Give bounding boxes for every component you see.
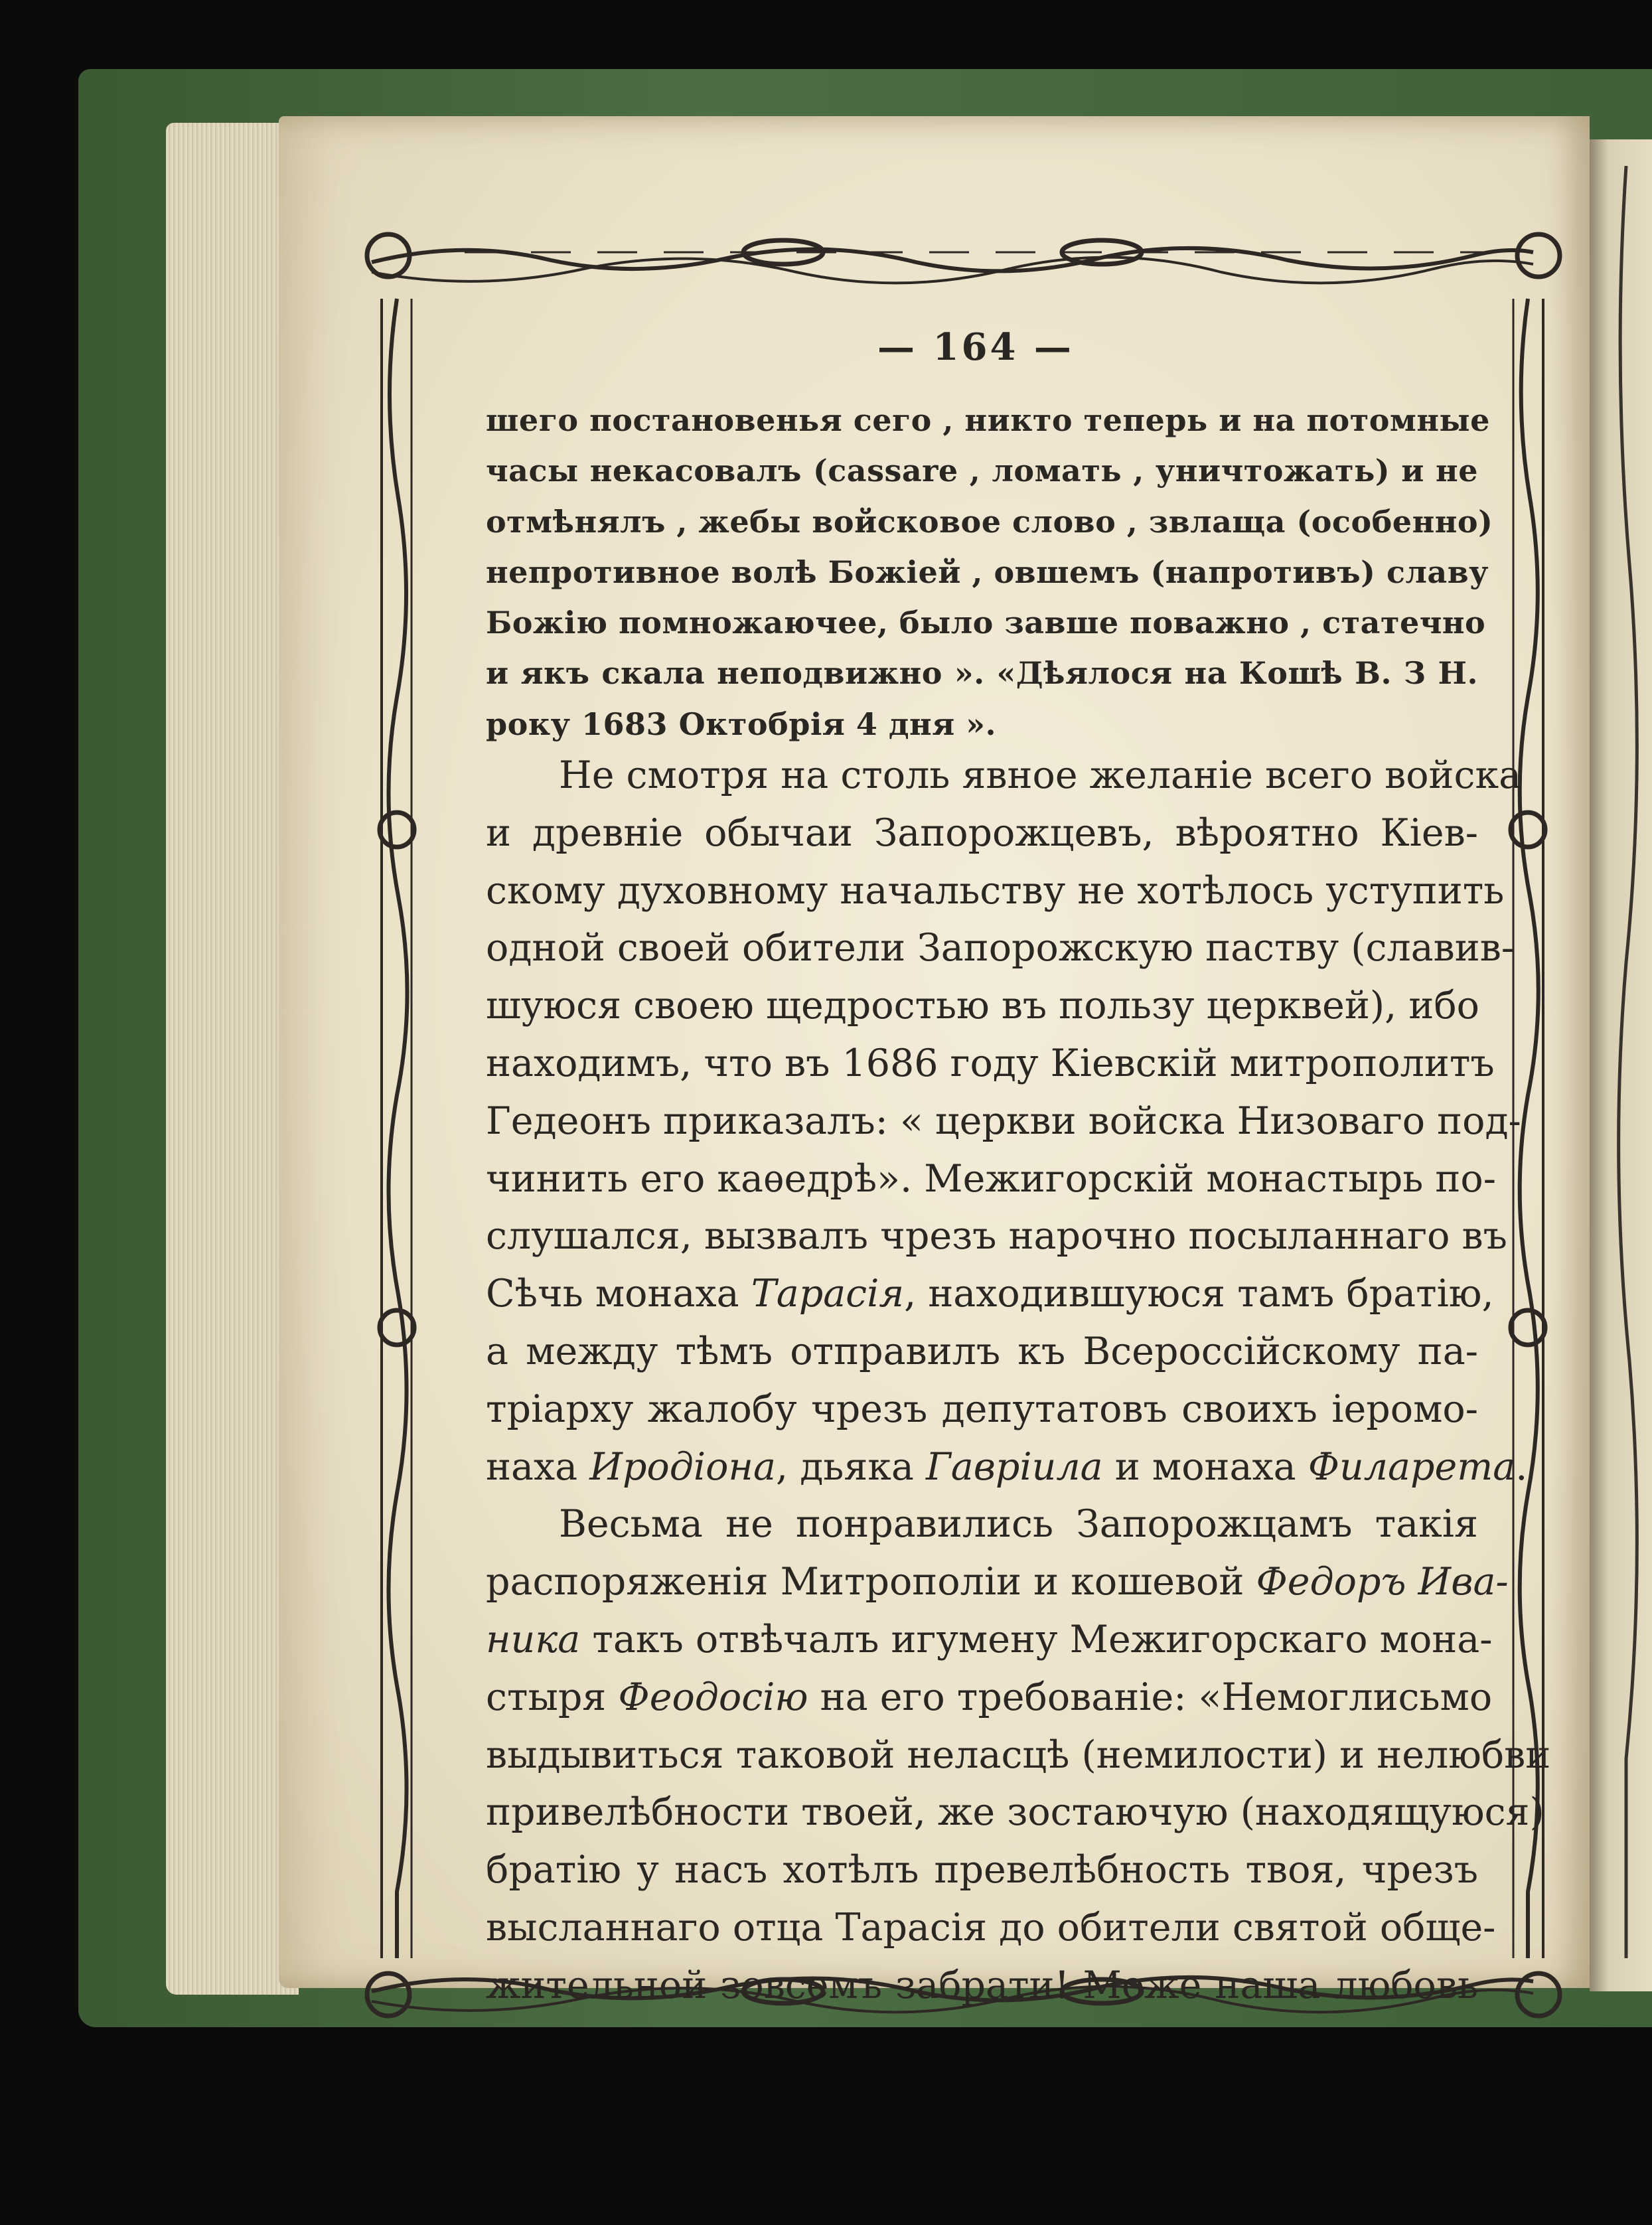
text-run: , дьяка xyxy=(775,1444,927,1489)
name-italic: Филарета xyxy=(1308,1444,1516,1489)
text-line: Весьма не понравились Запорожцамъ такія xyxy=(559,1502,1478,1547)
name-italic: Тарасія xyxy=(751,1272,905,1316)
text-line: скому духовному начальству не хотѣлось уступить xyxy=(486,868,1505,913)
name-italic: Федоръ Ива- xyxy=(1256,1560,1509,1604)
text-line xyxy=(486,1438,1528,1496)
next-page-ornament xyxy=(1600,166,1652,1958)
text-line: отмѣнялъ , жебы войсковое слово , звлаща (особенно) xyxy=(486,503,1493,540)
text-run: . xyxy=(1515,1444,1528,1489)
text-run: распоряженія Митрополіи и кошевой xyxy=(486,1560,1256,1604)
text-line: шуюся своею щедростью въ пользу церквей), ибо xyxy=(486,984,1480,1028)
text-line xyxy=(486,1553,1509,1611)
text-run: наха xyxy=(486,1444,590,1489)
text-line: и якъ скала неподвижно ». «Дѣялося на Кошѣ В. З Н. xyxy=(486,655,1478,692)
text-line: братію у насъ хотѣлъ превелѣбность твоя, чрезъ xyxy=(486,1848,1478,1892)
text-line: высланнаго отца Тарасія до обители святой обще- xyxy=(486,1905,1496,1950)
text-line: слушался, вызвалъ чрезъ нарочно посыланнаго въ xyxy=(486,1214,1507,1259)
text-line xyxy=(486,1669,1493,1726)
text-run: и монаха xyxy=(1102,1444,1308,1489)
body-text xyxy=(486,747,1551,2015)
text-run: такъ отвѣчалъ игумену Межигорскаго мона- xyxy=(580,1617,1493,1661)
name-italic: Гавріила xyxy=(926,1444,1103,1489)
text-line xyxy=(486,1265,1494,1323)
text-line: находимъ, что въ 1686 году Кіевскій митрополитъ xyxy=(486,1041,1495,1085)
text-line: Божію помножаючее, было завше поважно , статечно xyxy=(486,605,1486,641)
text-line: Не смотря на столь явное желаніе всего войска xyxy=(559,753,1522,797)
page-number: — 164 — xyxy=(877,325,1074,369)
text-line: одной своей обители Запорожскую паству (славив- xyxy=(486,926,1515,970)
text-line: часы некасовалъ (cassare , ломать , уничтожать) и не xyxy=(486,453,1478,489)
text-line: и древніе обычаи Запорожцевъ, вѣроятно Кіев- xyxy=(486,810,1478,855)
text-line: тріарху жалобу чрезъ депутатовъ своихъ іеромо- xyxy=(486,1387,1478,1431)
text-line: а между тѣмъ отправилъ къ Всероссійскому па- xyxy=(486,1329,1478,1373)
text-line: Гедеонъ приказалъ: « церкви войска Низоваго под- xyxy=(486,1099,1521,1143)
text-line: привелѣбности твоей, же зостаючую (находящуюся) xyxy=(486,1790,1544,1835)
text-line: выдывиться таковой неласцѣ (немилости) и нелюбви xyxy=(486,1732,1551,1777)
text-run: на его требованіе: «Немоглисьмо xyxy=(808,1675,1493,1719)
name-italic: Иродіона xyxy=(589,1444,776,1489)
text-line xyxy=(486,1611,1493,1669)
text-run: Сѣчь монаха xyxy=(486,1272,751,1316)
text-line: чинить его каѳедрѣ». Межигорскій монастырь по- xyxy=(486,1156,1496,1201)
text-run: стыря xyxy=(486,1675,619,1719)
text-line: року 1683 Октобрія 4 дня ». xyxy=(486,706,996,742)
name-italic: ника xyxy=(486,1617,581,1661)
text-line: шего постановенья сего , никто теперь и на потомные xyxy=(486,402,1490,438)
text-run: , находившуюся тамъ братію, xyxy=(904,1272,1494,1316)
quoted-paragraph xyxy=(486,395,1493,749)
text-line: жительной зовсемъ забрати! Може наша любовь xyxy=(486,1963,1478,2007)
name-italic: Феодосію xyxy=(618,1675,808,1719)
text-line: непротивное волѣ Божіей , овшемъ (напротивъ) славу xyxy=(486,554,1489,590)
